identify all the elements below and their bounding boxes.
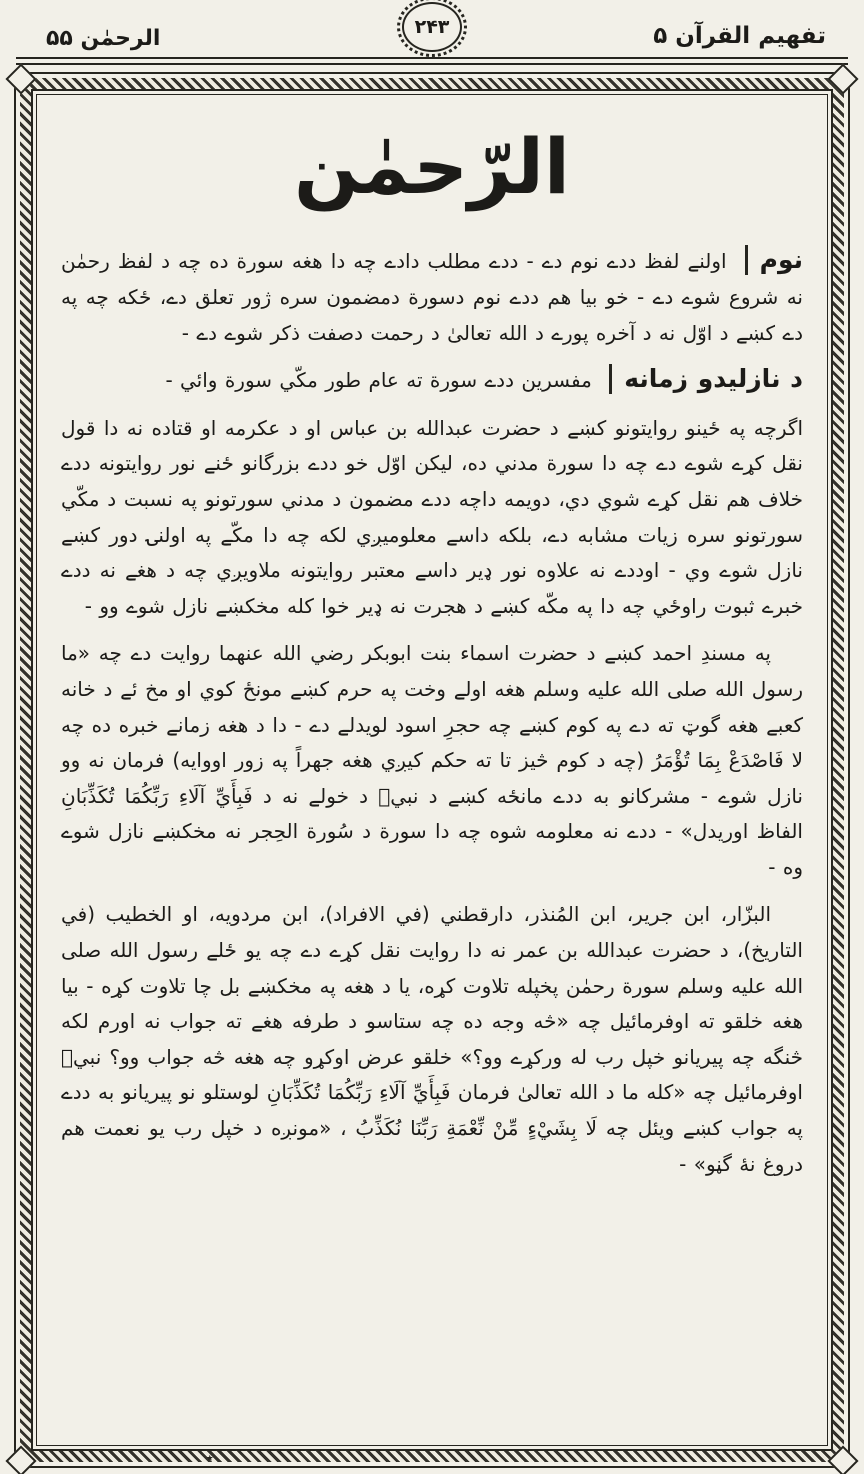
surah-title-calligraphy: الرّحمٰن: [294, 122, 570, 211]
page-number: ۲۴۳: [414, 16, 450, 38]
header-book-title: تفهيم القرآن ۵: [653, 23, 826, 49]
body-paragraph: په مسندِ احمد کښے د حضرت اسماء بنت ابوبکر رضي الله عنهما روايت دے چه «ما رسول الله صلی الله عليه وسلم هغه اولے وخت په حرم کښے مونځ کوي او مخ ئے د خانه کعبے هغه گوټ ته دے په کوم کښے چه حجرِ اسود لويدلے دے - دا د هغه زمانے خبره ده چه لا فَاصْدَعْ بِمَا تُؤْمَرُ (چه د کوم څيز تا ته حکم کيږي هغه جهراً په زور اووايه) فرمان نه وو نازل شوے - مشرکانو به ددے مانځه کښے د نبيؐ د خولے نه د فَبِأَيِّ آلَاءِ رَبِّكُمَا تُكَذِّبَانِ الفاظ اوريدل» - ددے نه معلومه شوه چه دا سورة د سُورة الحِجر نه مخکښے نازل شوے وه -: [61, 641, 803, 879]
section-revelation-text: مفسرين ددے سورة ته عام طور مکّي سورة وائي -: [165, 368, 592, 393]
body-paragraph: اگرچه په ځينو روايتونو کښے د حضرت عبدالله بن عباس او د عکرمه او قتاده نه دا قول نقل کړے شوے دے چه دا سورة مدني ده، ليکن اوّل خو ددے بزرگانو ځنے نور روايتونه ددے خلاف هم نقل کړے شوي دي، دويمه داچه ددے مضمون د مدني سورتونو په نسبت د مکّي سورتونو سره زيات مشابه دے، بلکه داسے معلوميږي لکه چه دا مکّے په اولنۍ دور کښے نازل شوے وي - اوددے نه علاوه نور ډير داسے معتبر روايتونه ملاويږي چه د هغے نه ددے خبرے ثبوت راوځي چه دا په مکّه کښے د هجرت نه ډير خوا کله مخکښے نازل شوے وو -: [61, 415, 803, 618]
header-rule: [16, 57, 848, 65]
page-number-medallion: [402, 2, 462, 52]
section-name: [61, 244, 803, 351]
header-surah-title: الرحمٰن ۵۵: [46, 26, 161, 51]
section-revelation-label: د نازليدو زمانه: [609, 364, 803, 394]
section-name-label: نوم: [745, 245, 803, 275]
ornamental-border-frame: [14, 72, 850, 1468]
footnote-mark: ٭: [206, 1450, 214, 1466]
border-rope-pattern: [20, 78, 844, 1462]
content-area: [31, 89, 833, 1451]
section-name-text: اولنے لفظ ددے نوم دے - ددے مطلب دادے چه دا هغه سورة ده چه د لفظ رحمٰن نه شروع شوے دے - خو بيا هم ددے نوم دسورة دمضمون سره ژور تعلق دے، ځکه چه په دے کښے د اوّل نه د آخره پورے د الله تعالیٰ د رحمت دصفت ذکر شوے دے -: [61, 249, 803, 345]
section-revelation: [61, 363, 803, 399]
body-paragraph: البزّار، ابن جرير، ابن المُنذر، دارقطني (في الافراد)، ابن مردويه، او الخطيب (في التاريخ)، د حضرت عبدالله بن عمر نه دا روايت نقل کړے دے چه يو ځلے رسول الله صلی الله عليه وسلم سورة رحمٰن پخپله تلاوت کړه، يا د هغه په مخکښے بل چا تلاوت کړه - بيا هغه خلقو ته اوفرمائيل چه «څه وجه ده چه ستاسو د طرفه هغے ته جواب نه اورم لکه څنگه چه پيريانو خپل رب له ورکړے وو؟» خلقو عرض اوکړو چه هغه څه جواب وو؟ نبيؐ اوفرمائيل چه «کله ما د الله تعالیٰ فرمان فَبِأَيِّ آلَاءِ رَبِّكُمَا تُكَذِّبَانِ لوستلو نو پيريانو به ددے په جواب کښے ويئل چه لَا بِشَيْءٍ مِّنْ نِّعْمَةِ رَبِّنَا نُكَذِّبُ ، «مونږه د خپل رب يو نعمت هم دروغ نهٔ گڼو» -: [61, 902, 803, 1176]
